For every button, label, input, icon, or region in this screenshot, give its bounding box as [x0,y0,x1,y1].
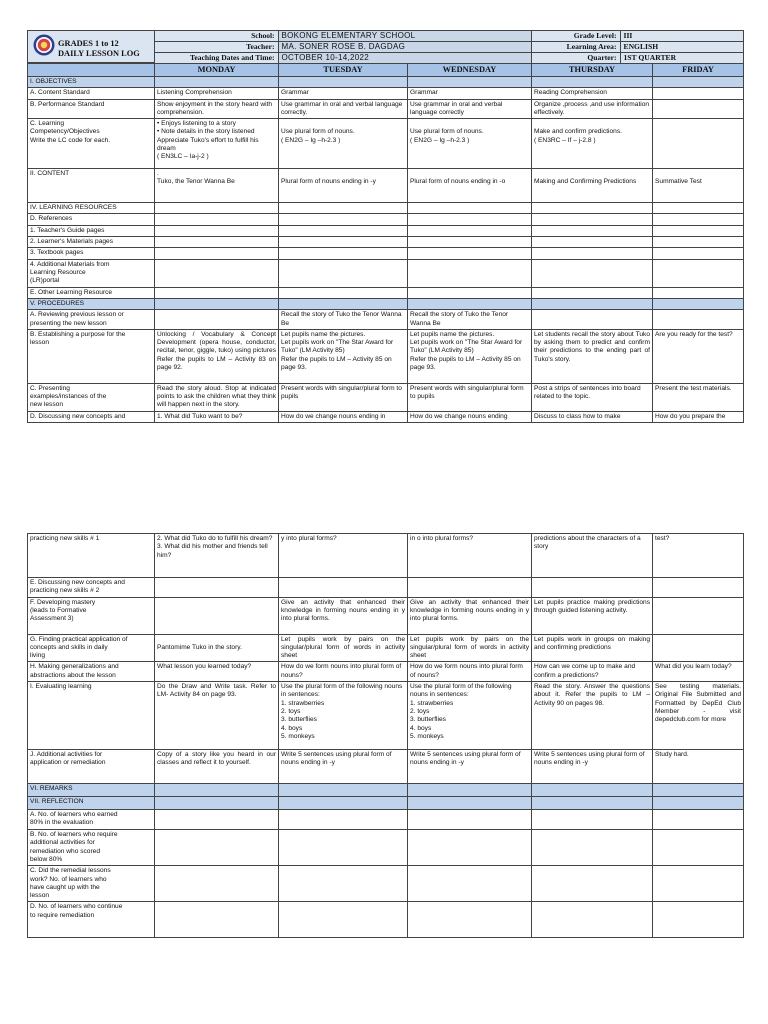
row-cell [155,214,279,225]
row-cell [155,797,279,810]
row-cell: Present the test materials. [653,383,744,411]
table-row [28,88,744,99]
row-cell: Are you ready for the test? [653,329,744,383]
row-cell [155,310,279,330]
row-cell [653,248,744,259]
table-row [28,578,744,598]
row-cell [653,597,744,634]
day-header-tuesday: TUESDAY [279,64,408,77]
row-label: J. Additional activities for application or remediation [28,750,155,784]
row-cell [532,237,653,248]
row-label: E. Discussing new concepts and practicing new skills # 2 [28,578,155,598]
row-cell [532,578,653,598]
row-cell [653,830,744,866]
row-cell: Post a strips of sentences into board related to the topic. [532,383,653,411]
row-cell [408,578,532,598]
row-label: G. Finding practical application of concepts and skills in daily living [28,634,155,662]
row-cell: in o into plural forms? [408,534,532,578]
row-cell [279,810,408,830]
dates-label: Teaching Dates and Time: [154,53,278,64]
row-cell: Grammar [408,88,532,99]
row-cell [532,797,653,810]
row-cell [155,597,279,634]
row-label: A. Reviewing previous lesson or presenting the new lesson [28,310,155,330]
row-cell [653,119,744,169]
row-cell [653,578,744,598]
row-cell [408,248,532,259]
row-cell: Discuss to class how to make [532,411,653,422]
row-cell [155,784,279,797]
row-cell: . Tuko, the Tenor Wanna Be [155,169,279,203]
row-cell [155,830,279,866]
table-row [28,830,744,866]
row-cell [532,203,653,214]
row-cell [155,810,279,830]
row-cell: Reading Comprehension [532,88,653,99]
table-row [28,77,744,88]
row-cell [279,287,408,298]
row-cell [532,830,653,866]
row-cell: Let pupils name the pictures. Let pupils work on "The Star Award for Tuko" (LM Activity 85) Refer the pupils to LM – Activity 85 on page 93. [279,329,408,383]
row-cell: How do we form nouns into plural form of nouns? [408,662,532,682]
row-cell [408,214,532,225]
row-cell [532,866,653,902]
table-row [28,169,744,203]
row-cell [653,634,744,662]
row-cell: Give an activity that enhanced their knowledge in forming nouns ending in y into plural forms. [408,597,532,634]
row-cell [155,298,279,309]
row-cell: Make and confirm predictions. ( EN3RC – If – j-2.8 ) [532,119,653,169]
row-cell [532,248,653,259]
row-cell: Use grammar in oral and verbal language correctly. [279,99,408,119]
row-cell: What did you learn today? [653,662,744,682]
row-cell [408,810,532,830]
row-cell [408,797,532,810]
row-cell [532,298,653,309]
row-cell: Present words with singular/plural form to pupils [279,383,408,411]
day-header-wednesday: WEDNESDAY [408,64,532,77]
row-label: D. No. of learners who continue to require remediation [28,902,155,938]
lesson-log-table-page-2 [27,533,744,938]
row-cell [279,830,408,866]
row-cell [653,225,744,236]
row-cell: predictions about the characters of a story [532,534,653,578]
row-cell: y into plural forms? [279,534,408,578]
row-cell [408,237,532,248]
row-cell: Read the story aloud. Stop at indicated points to ask the children what they think will happen next in the story. [155,383,279,411]
row-cell [532,310,653,330]
row-cell [408,225,532,236]
row-cell [408,287,532,298]
row-cell [532,214,653,225]
row-cell: Use the plural form of the following nouns in sentences: 1. strawberries 2. toys 3. butterflies 4. boys 5. monkeys [279,682,408,750]
row-cell: Making and Confirming Predictions [532,169,653,203]
row-cell [653,214,744,225]
row-cell: Present words with singular/plural form to pupils [408,383,532,411]
row-cell [155,248,279,259]
row-cell [155,237,279,248]
row-cell [532,287,653,298]
row-cell [532,225,653,236]
row-cell: How do we change nouns ending [408,411,532,422]
row-cell: Plural form of nouns ending in -y [279,169,408,203]
row-cell: Copy of a story like you heard in our classes and reflect it to yourself. [155,750,279,784]
row-cell [155,225,279,236]
row-label: F. Developing mastery (leads to Formative Assessment 3) [28,597,155,634]
row-cell: Show enjoyment in the story heard with comprehension. [155,99,279,119]
table-row [28,310,744,330]
table-row [28,902,744,938]
dates-value: OCTOBER 10-14,2022 [278,53,531,64]
row-label: IV. LEARNING RESOURCES [28,203,155,214]
row-cell [653,866,744,902]
row-label: A. Content Standard [28,88,155,99]
row-cell [653,203,744,214]
row-cell [532,77,653,88]
row-label: 1. Teacher's Guide pages [28,225,155,236]
row-label: H. Making generalizations and abstractions about the lesson [28,662,155,682]
row-cell [408,784,532,797]
row-cell: Let pupils work by pairs on the singular/plural form of words in activity sheet [408,634,532,662]
table-row [28,259,744,287]
row-cell [408,203,532,214]
row-label: B. No. of learners who require additional activities for remediation who scored below 80% [28,830,155,866]
row-cell [279,225,408,236]
teacher-label: Teacher: [154,42,278,53]
row-cell [155,77,279,88]
row-cell: Do the Draw and Write task. Refer to LM- Activity 84 on page 93. [155,682,279,750]
table-row [28,797,744,810]
quarter-label: Quarter: [531,53,620,64]
row-cell: 2. What did Tuko do to fulfill his dream? 3. What did his mother and friends tell him? [155,534,279,578]
row-cell: Let pupils work in groups on making and confirming predictions [532,634,653,662]
row-cell [155,259,279,287]
row-cell: What lesson you learned today? [155,662,279,682]
day-header-monday: MONDAY [155,64,279,77]
row-cell: Study hard. [653,750,744,784]
row-cell [279,902,408,938]
table-row [28,225,744,236]
row-cell [155,203,279,214]
row-cell [279,784,408,797]
row-cell [653,99,744,119]
row-cell [279,203,408,214]
teacher-value: MA. SONER ROSE B. DAGDAG [278,42,531,53]
row-label: C. Did the remedial lessons work? No. of learners who have caught up with the lesson [28,866,155,902]
row-cell [653,88,744,99]
row-cell [155,578,279,598]
day-header-thursday: THURSDAY [532,64,653,77]
row-label: 3. Textbook pages [28,248,155,259]
table-row [28,784,744,797]
row-label: B. Performance Standard [28,99,155,119]
row-cell [532,259,653,287]
area-value: ENGLISH [620,42,743,53]
table-row [28,329,744,383]
table-row [28,662,744,682]
row-cell [279,797,408,810]
row-cell: How do we form nouns into plural form of nouns? [279,662,408,682]
row-cell [653,298,744,309]
row-cell: Grammar [279,88,408,99]
row-cell [279,214,408,225]
grade-label: Grade Level: [531,31,620,42]
grade-value: III [620,31,743,42]
row-cell: How can we come up to make and confirm a predictions? [532,662,653,682]
row-cell: Use plural form of nouns. ( EN2G – Ig –h-2.3 ) [279,119,408,169]
row-cell: Write 5 sentences using plural form of nouns ending in -y [279,750,408,784]
row-label: II. CONTENT [28,169,155,203]
row-label: I. OBJECTIVES [28,77,155,88]
row-cell [532,810,653,830]
row-cell [279,237,408,248]
table-row [28,534,744,578]
row-label: C. Learning Competency/Objectives Write the LC code for each. [28,119,155,169]
row-cell: See testing materials. Original File Submitted and Formatted by DepEd Club Member - visit depedclub.com for more [653,682,744,750]
row-cell [155,287,279,298]
row-cell: Use plural form of nouns. ( EN2G – Ig –h-2.3 ) [408,119,532,169]
row-cell: Write 5 sentences using plural form of nouns ending in -y [408,750,532,784]
area-label: Learning Area: [531,42,620,53]
row-cell [653,810,744,830]
row-cell: Let pupils name the pictures. Let pupils work on "The Star Award for Tuko" (LM Activity 85) Refer the pupils to LM – Activity 85 on page 93. [408,329,532,383]
row-cell: Let pupils practice making predictions through guided listening activity. [532,597,653,634]
row-cell [653,287,744,298]
row-cell: Listening Comprehension [155,88,279,99]
row-cell [408,830,532,866]
lesson-log-table-page-1 [27,63,744,423]
lesson-log-page-1 [27,30,744,64]
row-cell: Pantomime Tuko in the story. [155,634,279,662]
table-row [28,203,744,214]
table-row [28,411,744,422]
row-cell [653,784,744,797]
day-header-blank [28,64,155,77]
row-cell [653,259,744,287]
row-label: A. No. of learners who earned 80% in the evaluation [28,810,155,830]
table-row [28,597,744,634]
table-row [28,682,744,750]
row-cell: Summative Test [653,169,744,203]
row-cell [279,77,408,88]
table-row [28,383,744,411]
row-label: C. Presenting examples/instances of the new lesson [28,383,155,411]
quarter-value: 1ST QUARTER [620,53,743,64]
table-row [28,214,744,225]
row-cell: Use the plural form of the following nouns in sentences: 1. strawberries 2. toys 3. butterflies 4. boys 5. monkeys [408,682,532,750]
school-value: BOKONG ELEMENTARY SCHOOL [278,31,531,42]
row-label: E. Other Learning Resource [28,287,155,298]
row-cell [653,237,744,248]
row-cell [653,902,744,938]
row-cell [532,902,653,938]
table-row [28,287,744,298]
row-cell [279,578,408,598]
row-cell [653,77,744,88]
row-cell: Recall the story of Tuko the Tenor Wanna Be [408,310,532,330]
title-line-1: GRADES 1 to 12 [58,39,119,48]
row-label: VI. REMARKS [28,784,155,797]
table-row [28,119,744,169]
row-cell: Give an activity that enhanced their knowledge in forming nouns ending in y into plural forms. [279,597,408,634]
title-line-2: DAILY LESSON LOG [58,49,140,58]
row-cell: Organize ,process ,and use information effectively. [532,99,653,119]
day-header-row [28,64,744,77]
row-cell: How do you prepare the [653,411,744,422]
table-row [28,810,744,830]
row-cell: test? [653,534,744,578]
table-row [28,634,744,662]
row-cell: Plural form of nouns ending in -o [408,169,532,203]
row-cell: Recall the story of Tuko the Tenor Wanna Be [279,310,408,330]
row-cell: 1. What did Tuko want to be? [155,411,279,422]
row-cell: Unlocking / Vocabulary & Concept Development (opera house, conductor, recital, tenor, giggle, tuko) using pictures Refer the pupils to LM – Activity 83 on page 92. [155,329,279,383]
row-label: D. Discussing new concepts and [28,411,155,422]
row-label: 4. Additional Materials from Learning Resource (LR)portal [28,259,155,287]
row-cell [408,77,532,88]
row-cell [653,310,744,330]
row-cell: Let students recall the story about Tuko by asking them to predict and confirm their predictions to the ending part of Tuko's story. [532,329,653,383]
day-header-friday: FRIDAY [653,64,744,77]
row-label: 2. Learner's Materials pages [28,237,155,248]
row-cell [279,259,408,287]
row-cell [279,298,408,309]
table-row [28,750,744,784]
row-cell [279,866,408,902]
table-row [28,99,744,119]
row-cell: Use grammar in oral and verbal language correctly [408,99,532,119]
school-label: School: [154,31,278,42]
row-cell: • Enjoys listening to a story • Note details in the story listened Appreciate Tuko's effort to fulfill his dream ( EN3LC – Ia-j-2 ) [155,119,279,169]
row-label: I. Evaluating learning [28,682,155,750]
row-cell: How do we change nouns ending in [279,411,408,422]
table-row [28,248,744,259]
row-cell [653,797,744,810]
row-cell [408,866,532,902]
row-cell: Write 5 sentences using plural form of nouns ending in -y [532,750,653,784]
row-cell: Read the story. Answer the questions about it. Refer the pupils to LM – Activity 90 on pages 98. [532,682,653,750]
row-cell [155,902,279,938]
row-label: practicing new skills # 1 [28,534,155,578]
row-cell [408,298,532,309]
row-cell [155,866,279,902]
row-cell [408,902,532,938]
row-cell [279,248,408,259]
row-label: V. PROCEDURES [28,298,155,309]
row-label: D. References [28,214,155,225]
row-label: B. Establishing a purpose for the lesson [28,329,155,383]
row-label: VII. REFLECTION [28,797,155,810]
table-row [28,237,744,248]
table-row [28,298,744,309]
table-row [28,866,744,902]
row-cell [532,784,653,797]
row-cell: Let pupils work by pairs on the singular/plural form of words in activity sheet [279,634,408,662]
row-cell [408,259,532,287]
